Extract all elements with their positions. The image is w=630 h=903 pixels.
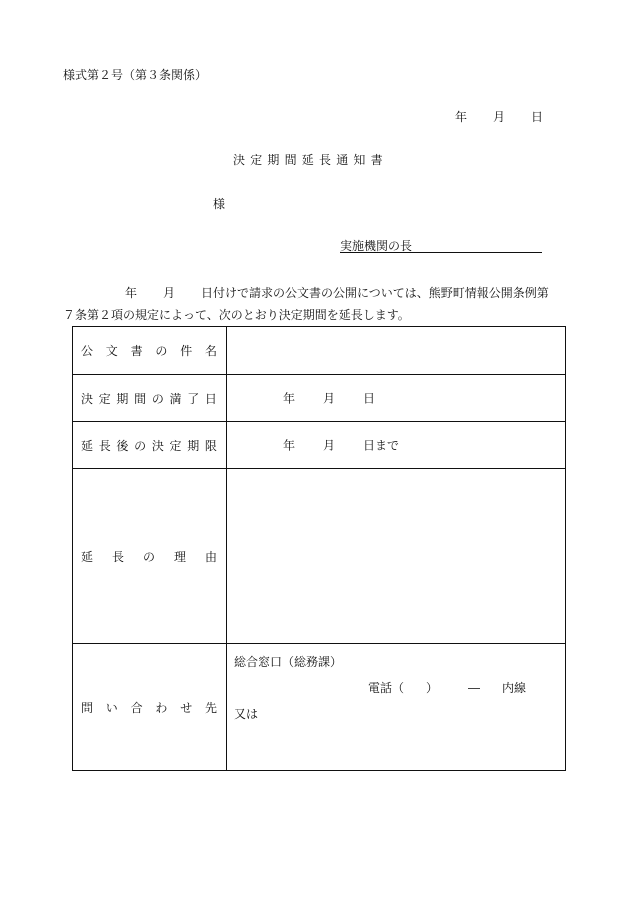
table-row-deadline xyxy=(73,375,565,422)
label-char: 後 xyxy=(116,438,129,453)
label-char: 名 xyxy=(204,344,217,358)
notice-body xyxy=(63,282,573,326)
contact-or: 又は xyxy=(234,707,259,721)
phone-close: ） xyxy=(426,681,439,695)
label-char: の xyxy=(151,391,164,406)
label-char: 理 xyxy=(173,549,186,564)
body-year: 年 xyxy=(125,286,138,300)
value-document-name xyxy=(227,327,565,374)
label-char: 限 xyxy=(204,438,217,453)
label-char: 決 xyxy=(81,391,94,406)
label-char: 由 xyxy=(204,549,217,564)
label-char: わ xyxy=(155,700,168,715)
label-char: せ xyxy=(180,700,193,715)
phone-extension: 内線 xyxy=(502,681,527,695)
label-char: 日 xyxy=(204,391,217,406)
table-row-document-name xyxy=(73,327,565,375)
issuer-name: 実施機関の長 xyxy=(340,239,413,253)
label-char: の xyxy=(142,549,155,564)
label-char: 問 xyxy=(81,700,94,715)
label-char: の xyxy=(134,438,147,453)
date-year: 年 xyxy=(455,110,468,124)
date-day: 日 xyxy=(531,110,544,124)
table-row-reason xyxy=(73,469,565,644)
table-row-contact xyxy=(73,644,565,770)
label-char: 書 xyxy=(130,344,143,358)
label-char: 期 xyxy=(187,438,200,453)
label-deadline xyxy=(73,375,227,421)
value-deadline xyxy=(227,375,565,421)
phone-label: 電話（ xyxy=(368,681,405,695)
body-month: 月 xyxy=(163,286,176,300)
label-char: い xyxy=(105,700,118,715)
addressee-suffix: 様 xyxy=(213,197,226,211)
deadline-month: 月 xyxy=(323,391,336,406)
label-char: 定 xyxy=(169,438,182,453)
extended-month: 月 xyxy=(323,438,336,453)
label-char: の xyxy=(155,344,168,358)
body-line2: ７条第２項の規定によって、次のとおり決定期間を延長します。 xyxy=(63,308,410,322)
table-row-extended-deadline xyxy=(73,422,565,469)
form-number: 様式第２号（第３条関係） xyxy=(63,68,208,82)
label-char: 延 xyxy=(81,549,94,564)
label-document-name xyxy=(73,327,227,374)
label-char: 決 xyxy=(151,438,164,453)
value-reason xyxy=(227,469,565,643)
label-char: 長 xyxy=(98,438,111,453)
contact-department: 総合窓口（総務課） xyxy=(234,655,343,669)
deadline-day: 日 xyxy=(363,391,376,406)
issue-date xyxy=(455,111,543,123)
label-char: 公 xyxy=(81,344,94,358)
deadline-year: 年 xyxy=(283,391,296,406)
label-extended-deadline xyxy=(73,422,227,468)
label-char: 間 xyxy=(134,391,147,406)
contact-phone xyxy=(368,679,526,696)
label-char: 延 xyxy=(81,438,94,453)
label-char: 合 xyxy=(130,700,143,715)
value-extended-deadline xyxy=(227,422,565,468)
date-month: 月 xyxy=(493,110,506,124)
label-contact xyxy=(73,644,227,770)
notice-table xyxy=(72,326,566,771)
extended-day: 日まで xyxy=(363,438,400,453)
issuer-underline xyxy=(340,252,542,253)
label-char: 定 xyxy=(98,391,111,406)
extended-year: 年 xyxy=(283,438,296,453)
label-reason xyxy=(73,469,227,643)
label-char: 了 xyxy=(187,391,200,406)
phone-dash: ― xyxy=(468,681,481,695)
label-char: 文 xyxy=(105,344,118,358)
label-char: 期 xyxy=(116,391,129,406)
label-char: 先 xyxy=(204,700,217,715)
body-line1: 日付けで請求の公文書の公開については、熊野町情報公開条例第 xyxy=(201,286,549,300)
label-char: 満 xyxy=(169,391,182,406)
label-char: 長 xyxy=(111,549,124,564)
value-contact xyxy=(227,644,565,770)
label-char: 件 xyxy=(180,344,193,358)
document-title: 決定期間延長通知書 xyxy=(233,153,388,167)
